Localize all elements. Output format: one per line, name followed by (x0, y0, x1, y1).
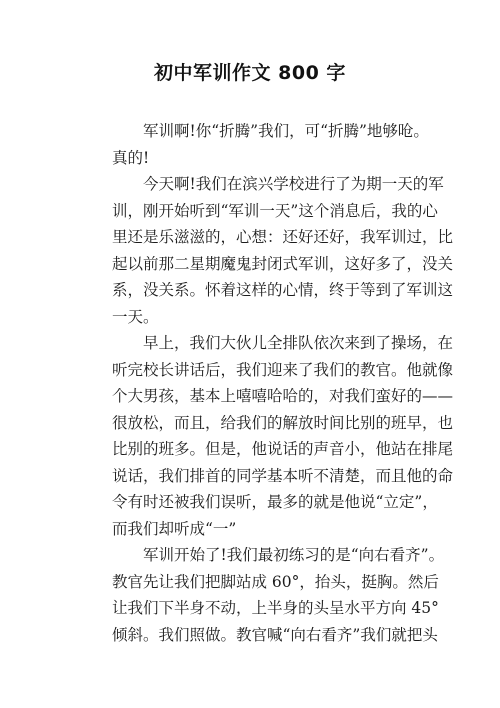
paragraph-3-line-2: 听完校长讲话后，我们迎来了我们的教官。他就像 (112, 360, 454, 379)
document-body (112, 118, 454, 648)
paragraph-1-line-1: 军训啊!你“折腾”我们，可“折腾”地够呛。 (143, 122, 429, 140)
paragraph-2-line-1: 今天啊!我们在滨兴学校进行了为期一天的军 (143, 175, 444, 193)
paragraph-2-line-6: 一天。 (112, 307, 159, 326)
paragraph-4-line-1: 军训开始了!我们最初练习的是“向右看齐”。 (143, 546, 445, 564)
paragraph-3-line-5: 比别的班多。但是，他说话的声音小，他站在排尾 (112, 440, 454, 458)
paragraph-4-line-2: 教官先让我们把脚站成 60°，抬头，挺胸。然后 (112, 572, 439, 591)
paragraph-2-line-3: 里还是乐滋滋的，心想：还好还好，我军训过，比 (112, 228, 454, 246)
paragraph-2-line-5: 系，没关系。怀着这样的心情，终于等到了军训这 (112, 281, 454, 299)
paragraph-1-line-2: 真的! (112, 148, 150, 167)
document-title: 初中军训作文 800 字 (154, 62, 346, 84)
paragraph-3-line-1: 早上，我们大伙儿全排队依次来到了操场，在 (143, 334, 454, 352)
paragraph-2-line-2: 训，刚开始听到“军训一天”这个消息后，我的心 (112, 201, 438, 220)
paragraph-3-line-8: 而我们却听成“一” (112, 519, 237, 538)
paragraph-3-line-6: 说话，我们排首的同学基本听不清楚，而且他的命 (112, 466, 454, 485)
paragraph-3-line-3: 个大男孩，基本上嘻嘻哈哈的，对我们蛮好的—— (112, 387, 454, 405)
paragraph-4-line-3: 让我们下半身不动，上半身的头呈水平方向 45° (112, 599, 439, 617)
paragraph-4-line-4: 倾斜。我们照做。教官喊“向右看齐”我们就把头 (112, 625, 438, 644)
paragraph-2-line-4: 起以前那二星期魔鬼封闭式军训，这好多了，没关 (112, 254, 454, 273)
paragraph-3-line-7: 令有时还被我们误听，最多的就是他说“立定”， (112, 493, 438, 511)
paragraph-3-line-4: 很放松，而且，给我们的解放时间比别的班早，也 (112, 413, 454, 432)
